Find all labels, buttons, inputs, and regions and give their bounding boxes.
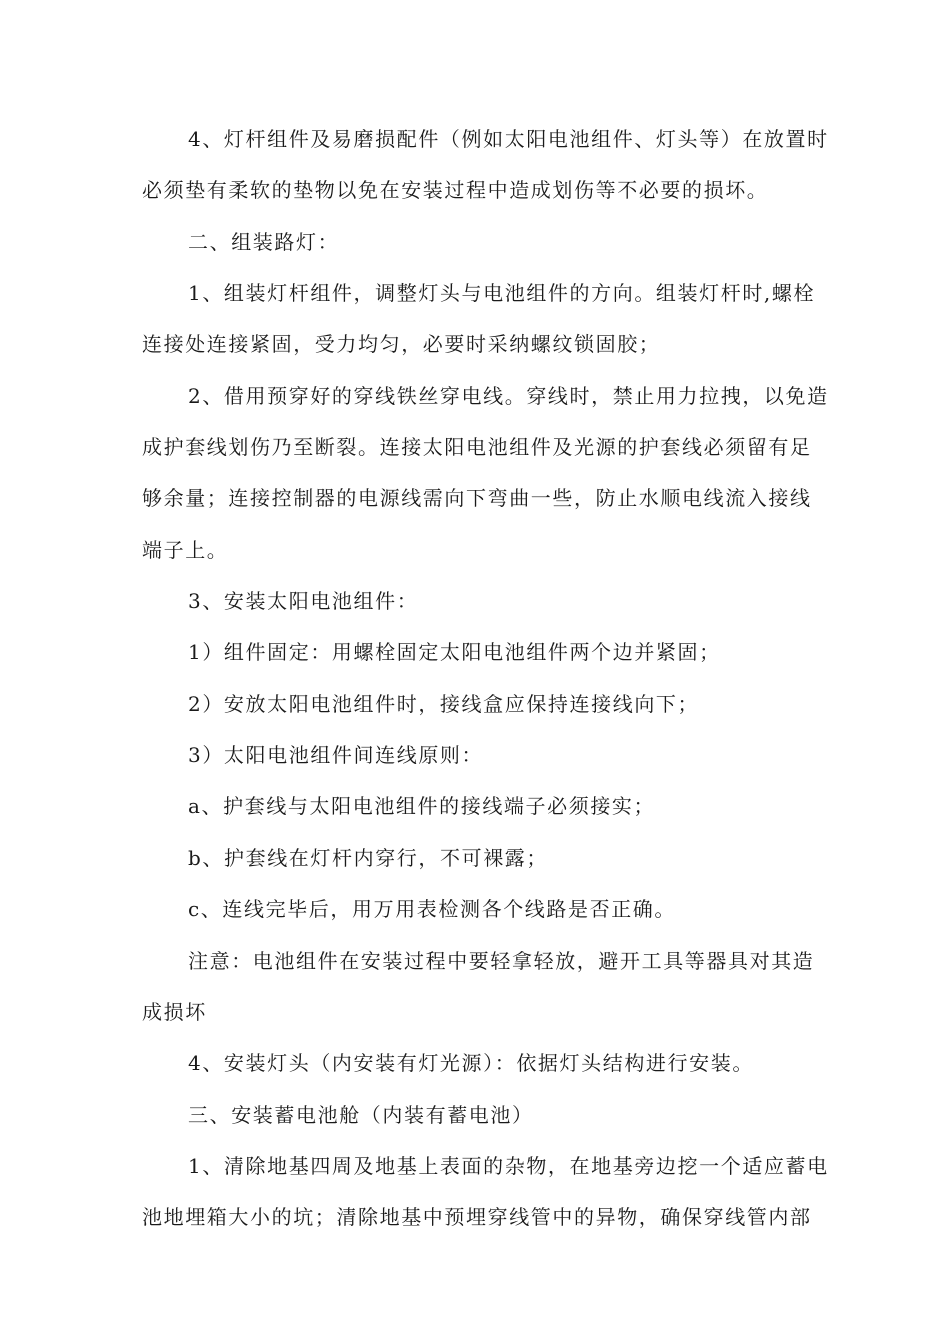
text-line: 够余量；连接控制器的电源线需向下弯曲一些，防止水顺电线流入接线 [142, 486, 812, 511]
text-line: 3、安装太阳电池组件： [188, 589, 419, 614]
text-line: 必须垫有柔软的垫物以免在安装过程中造成划伤等不必要的损坏。 [142, 178, 769, 203]
document-body [142, 122, 829, 1252]
section-heading: 二、组装路灯： [188, 229, 340, 254]
text-line: c、连线完毕后，用万用表检测各个线路是否正确。 [188, 897, 677, 922]
text-line: 连接处连接紧固，受力均匀，必要时采纳螺纹锁固胶； [142, 332, 661, 357]
section-heading: 三、安装蓄电池舱（内装有蓄电池） [188, 1102, 534, 1127]
text-line: 3）太阳电池组件间连线原则： [188, 743, 484, 768]
text-line: 2）安放太阳电池组件时，接线盒应保持连接线向下； [188, 691, 700, 716]
text-line: 4、安装灯头（内安装有灯光源）：依据灯头结构进行安装。 [188, 1051, 754, 1076]
text-line: 2、借用预穿好的穿线铁丝穿电线。穿线时，禁止用力拉拽，以免造 [188, 383, 829, 408]
text-line: 1）组件固定：用螺栓固定太阳电池组件两个边并紧固； [188, 640, 721, 665]
note-line: 注意：电池组件在安装过程中要轻拿轻放，避开工具等器具对其造 [188, 948, 815, 973]
text-line: a、护套线与太阳电池组件的接线端子必须接实； [188, 794, 656, 819]
text-line: 成护套线划伤乃至断裂。连接太阳电池组件及光源的护套线必须留有足 [142, 435, 812, 460]
note-line: 成损坏 [142, 999, 207, 1024]
text-line: 1、清除地基四周及地基上表面的杂物，在地基旁边挖一个适应蓄电 [188, 1153, 829, 1178]
text-line: 池地埋箱大小的坑；清除地基中预埋穿线管中的异物，确保穿线管内部 [142, 1205, 812, 1230]
text-line: b、护套线在灯杆内穿行，不可裸露； [188, 845, 549, 870]
text-line: 1、组装灯杆组件，调整灯头与电池组件的方向。组装灯杆时,螺栓 [188, 281, 816, 306]
text-line: 端子上。 [142, 537, 229, 562]
text-line: 4、灯杆组件及易磨损配件（例如太阳电池组件、灯头等）在放置时 [188, 127, 829, 151]
